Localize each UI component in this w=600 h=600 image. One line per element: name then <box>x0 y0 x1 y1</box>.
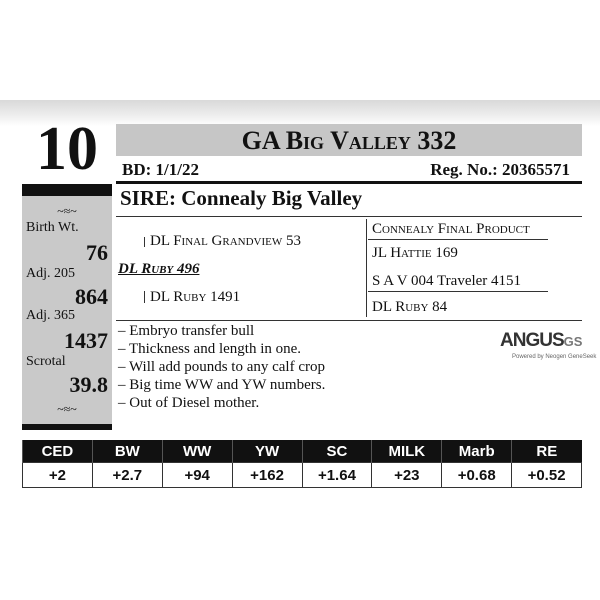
epd-header: Marb <box>442 440 512 463</box>
epd-header: BW <box>92 440 162 463</box>
pedigree-rule <box>368 291 548 292</box>
sire-sire: Connealy Final Product <box>372 221 530 237</box>
divider-bar <box>22 184 112 196</box>
comments-divider <box>116 320 582 321</box>
epd-value: +162 <box>232 463 302 488</box>
logo-tagline: Powered by Neogen GeneSeek <box>512 354 597 360</box>
epd-table <box>22 440 582 488</box>
epd-value: +2.7 <box>92 463 162 488</box>
epd-value-row <box>23 463 582 488</box>
dam-sire: DL Final Grandview 53 <box>150 233 302 249</box>
epd-value: +2 <box>23 463 93 488</box>
dam-dam: DL Ruby 1491 <box>150 289 241 305</box>
lot-number: 10 <box>36 115 98 183</box>
divider-bar <box>22 424 112 430</box>
ornament-icon: ~≈~ <box>57 402 77 416</box>
birth-date: BD: 1/1/22 <box>122 160 199 179</box>
performance-panel <box>22 196 112 424</box>
dam-dam-sire: S A V 004 Traveler 4151 <box>372 273 522 289</box>
epd-header: YW <box>232 440 302 463</box>
epd-value: +94 <box>162 463 232 488</box>
epd-value: +1.64 <box>302 463 372 488</box>
comment-item: – Will add pounds to any calf crop <box>118 359 325 375</box>
adj-205-value: 864 <box>75 284 108 309</box>
epd-header: SC <box>302 440 372 463</box>
animal-name: GA Big Valley 332 <box>116 124 582 156</box>
adj-365-value: 1437 <box>64 328 108 353</box>
birth-weight-label: Birth Wt. <box>26 220 79 235</box>
epd-header: RE <box>512 440 582 463</box>
divider-rule <box>116 181 582 184</box>
epd-header: MILK <box>372 440 442 463</box>
logo-word: ANGUS <box>500 330 564 351</box>
comments-list <box>118 322 478 412</box>
ornament-icon: ~≈~ <box>57 204 77 218</box>
epd-value: +23 <box>372 463 442 488</box>
epd-header: WW <box>162 440 232 463</box>
dam-name: DL Ruby 496 <box>118 261 200 277</box>
scrotal-label: Scrotal <box>26 354 66 369</box>
epd-header: CED <box>23 440 93 463</box>
comment-item: – Thickness and length in one. <box>118 341 302 357</box>
comment-item: – Big time WW and YW numbers. <box>118 377 326 393</box>
registration-number: Reg. No.: 20365571 <box>430 160 570 179</box>
adj-365-label: Adj. 365 <box>26 308 75 323</box>
sire-dam: JL Hattie 169 <box>372 245 458 261</box>
comment-item: – Embryo transfer bull <box>118 323 255 339</box>
sire-name: SIRE: Connealy Big Valley <box>120 186 363 210</box>
pedigree-rule <box>368 239 548 240</box>
pedigree-divider <box>366 219 367 317</box>
angus-gs-logo <box>500 330 597 364</box>
epd-value: +0.52 <box>512 463 582 488</box>
logo-suffix: GS <box>563 334 583 349</box>
dam-dam-dam: DL Ruby 84 <box>372 299 448 315</box>
pedigree <box>116 216 582 321</box>
epd-header-row <box>23 440 582 463</box>
comment-item: – Out of Diesel mother. <box>118 395 260 411</box>
epd-value: +0.68 <box>442 463 512 488</box>
scrotal-value: 39.8 <box>69 372 108 397</box>
birth-weight-value: 76 <box>86 240 108 265</box>
adj-205-label: Adj. 205 <box>26 266 75 281</box>
